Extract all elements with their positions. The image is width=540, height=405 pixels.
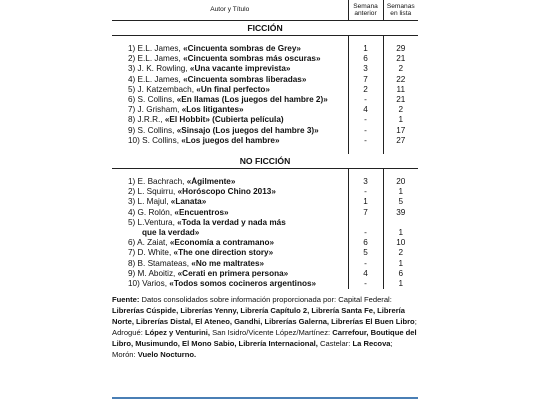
author-title-cell	[112, 95, 348, 105]
weeks-cell: 20	[396, 177, 406, 187]
author-title-cell	[112, 187, 348, 197]
author: 2) E.L. James,	[128, 54, 181, 64]
table-row	[112, 44, 418, 54]
book-title: «Los juegos del hambre»	[181, 135, 280, 145]
table-row	[112, 208, 418, 218]
book-title: «En llamas (Los juegos del hambre 2)»	[176, 95, 328, 105]
source-bookstores: Vuelo Nocturno.	[137, 350, 197, 360]
weeks-cell: 1	[398, 258, 404, 268]
spacer	[112, 169, 418, 178]
author: 5) J. Katzembach,	[128, 84, 194, 94]
author-title-cell	[112, 115, 348, 125]
nonfiction-section-title: NO FICCIÓN	[112, 154, 418, 169]
prev-week-cell: 4	[348, 105, 383, 115]
author: 7) D. White,	[128, 248, 172, 258]
book-title: «El Hobbit» (Cubierta película)	[164, 115, 284, 125]
bestseller-list	[112, 0, 418, 360]
author: 6) S. Collins,	[128, 95, 175, 105]
prev-week-cell: -	[348, 136, 383, 146]
prev-week-cell: 3	[348, 64, 383, 74]
weeks-cell: 29	[396, 44, 406, 53]
book-title: «Toda la verdad y nada más	[177, 217, 286, 227]
table-header	[112, 0, 418, 21]
weeks-cell: 1	[398, 228, 404, 238]
author: 1) E.L. James,	[128, 44, 181, 53]
table-row	[112, 238, 418, 248]
book-title: «Una vacante imprevista»	[189, 64, 291, 74]
author: 7) J. Grisham,	[128, 105, 180, 115]
author-title-cell	[112, 85, 348, 95]
author: 8) J.R.R.,	[128, 115, 163, 125]
prev-week-cell: -	[348, 95, 383, 105]
weeks-cell: 17	[396, 125, 406, 135]
prev-week-cell: 6	[348, 54, 383, 64]
prev-week-cell: 7	[348, 208, 383, 218]
source-text: San Isidro/Vicente López/Martínez:	[212, 328, 331, 338]
book-title: «Cincuenta sombras de Grey»	[183, 44, 301, 53]
author-title-cell	[112, 248, 348, 258]
book-title: «The one direction story»	[173, 248, 274, 258]
table-row	[112, 85, 418, 95]
weeks-cell: 1	[398, 187, 404, 197]
prev-week-cell: -	[348, 279, 383, 289]
author: 1) E. Bachrach,	[128, 177, 185, 187]
author: 4) E.L. James,	[128, 74, 181, 84]
book-title: «No me maltrates»	[191, 258, 265, 268]
book-title: «Cincuenta sombras más oscuras»	[183, 54, 321, 64]
table-row	[112, 54, 418, 64]
spacer	[112, 146, 418, 154]
weeks-cell: 21	[396, 95, 406, 105]
weeks-cell: 11	[396, 84, 405, 94]
book-title: «Ágilmente»	[186, 177, 236, 187]
prev-week-cell: -	[348, 259, 383, 269]
book-title: «Sinsajo (Los juegos del hambre 3)»	[176, 125, 319, 135]
prev-week-cell: 3	[348, 177, 383, 187]
weeks-cell: 6	[398, 268, 404, 278]
author-title-cell	[112, 197, 348, 207]
prev-week-cell: 1	[348, 44, 383, 54]
table-row	[112, 126, 418, 136]
author-title-cell	[112, 279, 348, 289]
weeks-cell: 2	[398, 64, 404, 74]
table-row	[112, 64, 418, 74]
author: 10) S. Collins,	[128, 135, 179, 145]
source-bookstores: Carrefour, Boutique del Libro, Musimundo, El Mono Sabio, Librería Internacional,	[112, 328, 417, 349]
weeks-cell: 2	[398, 105, 404, 115]
book-title: «Cerati en primera persona»	[177, 268, 289, 278]
author-title-cell	[112, 259, 348, 269]
table-row	[112, 259, 418, 269]
table-row	[112, 248, 418, 258]
source-text: Datos consolidados sobre información proporcionada por: Capital Federal:	[141, 295, 392, 305]
author-title-cell	[112, 126, 348, 136]
weeks-cell: 10	[396, 238, 406, 248]
weeks-cell: 1	[398, 115, 404, 125]
author: 3) J. K. Rowling,	[128, 64, 188, 74]
source-text: Castelar:	[320, 339, 351, 349]
book-title: «Un final perfecto»	[196, 84, 270, 94]
book-title: «Horóscopo Chino 2013»	[177, 187, 276, 197]
author-title-cell	[112, 208, 348, 218]
weeks-cell: 27	[396, 135, 406, 145]
source-bookstores: La Recova	[352, 339, 391, 349]
author-title-cell	[112, 54, 348, 64]
author-title-cell	[112, 238, 348, 248]
col-weeks-header: Semanas en lista	[383, 0, 418, 21]
spacer	[112, 36, 418, 45]
author-title-cell	[112, 269, 348, 279]
author: 9) S. Collins,	[128, 125, 175, 135]
source-note	[112, 294, 418, 360]
author: 10) Varios,	[128, 279, 167, 289]
bottom-rule	[112, 397, 418, 399]
table-row	[112, 75, 418, 85]
source-bookstores: Librerías Cúspide, Librerías Yenny, Librería Capítulo 2, Librería Santa Fe, Librería Norte, Librerías Distal, El Ateneo, Gandhi, Librerías Galerna, Librerías El Buen Libro	[112, 306, 415, 327]
source-text: ; Adrogué:	[112, 317, 417, 338]
book-title: «Economía a contramano»	[169, 238, 275, 248]
table-row	[112, 136, 418, 146]
author: 5) L.Ventura,	[128, 217, 175, 227]
book-title-cont: que la verdad»	[142, 228, 200, 238]
prev-week-cell: -	[348, 218, 383, 238]
author: 2) L. Squirru,	[128, 187, 176, 197]
author-title-cell	[112, 75, 348, 85]
author: 9) M. Aboitiz,	[128, 268, 176, 278]
weeks-cell: 1	[398, 279, 404, 289]
source-text: ; Morón:	[112, 339, 393, 360]
table-row	[112, 115, 418, 125]
prev-week-cell: -	[348, 187, 383, 197]
source-label: Fuente:	[112, 295, 140, 305]
prev-week-cell: 1	[348, 197, 383, 207]
bestseller-table	[112, 0, 418, 289]
author-title-cell	[112, 44, 348, 54]
weeks-cell: 2	[398, 248, 404, 258]
book-title: «Todos somos cocineros argentinos»	[169, 279, 317, 289]
table-row	[112, 105, 418, 115]
book-title: «Los litigantes»	[181, 105, 244, 115]
prev-week-cell: 2	[348, 85, 383, 95]
prev-week-cell: -	[348, 115, 383, 125]
author: 6) A. Zaiat,	[128, 238, 168, 248]
source-bookstores: López y Venturini,	[144, 328, 210, 338]
author: 3) L. Majul,	[128, 197, 169, 207]
col-author-header: Autor y Título	[112, 0, 348, 21]
prev-week-cell: 7	[348, 75, 383, 85]
weeks-cell: 39	[396, 207, 406, 217]
book-title: «Encuentros»	[174, 207, 229, 217]
table-row	[112, 218, 418, 238]
table-row	[112, 187, 418, 197]
table-row	[112, 279, 418, 289]
author-title-cell	[112, 136, 348, 146]
table-row	[112, 269, 418, 279]
prev-week-cell: 6	[348, 238, 383, 248]
weeks-cell: 21	[396, 54, 406, 64]
prev-week-cell: 4	[348, 269, 383, 279]
weeks-cell: 22	[396, 74, 406, 84]
prev-week-cell: 5	[348, 248, 383, 258]
prev-week-cell: -	[348, 126, 383, 136]
book-title: «Cincuenta sombras liberadas»	[183, 74, 307, 84]
table-row	[112, 177, 418, 187]
book-title: «Lanata»	[170, 197, 207, 207]
col-prev-week-header: Semana anterior	[348, 0, 383, 21]
author-title-cell	[112, 105, 348, 115]
author: 4) G. Rolón,	[128, 207, 173, 217]
table-row	[112, 197, 418, 207]
author-title-cell	[112, 177, 348, 187]
author-title-cell	[112, 64, 348, 74]
author-title-cell	[112, 218, 348, 238]
table-row	[112, 95, 418, 105]
weeks-cell: 5	[398, 197, 404, 207]
fiction-section-title: FICCIÓN	[112, 21, 418, 36]
author: 8) B. Stamateas,	[128, 258, 189, 268]
